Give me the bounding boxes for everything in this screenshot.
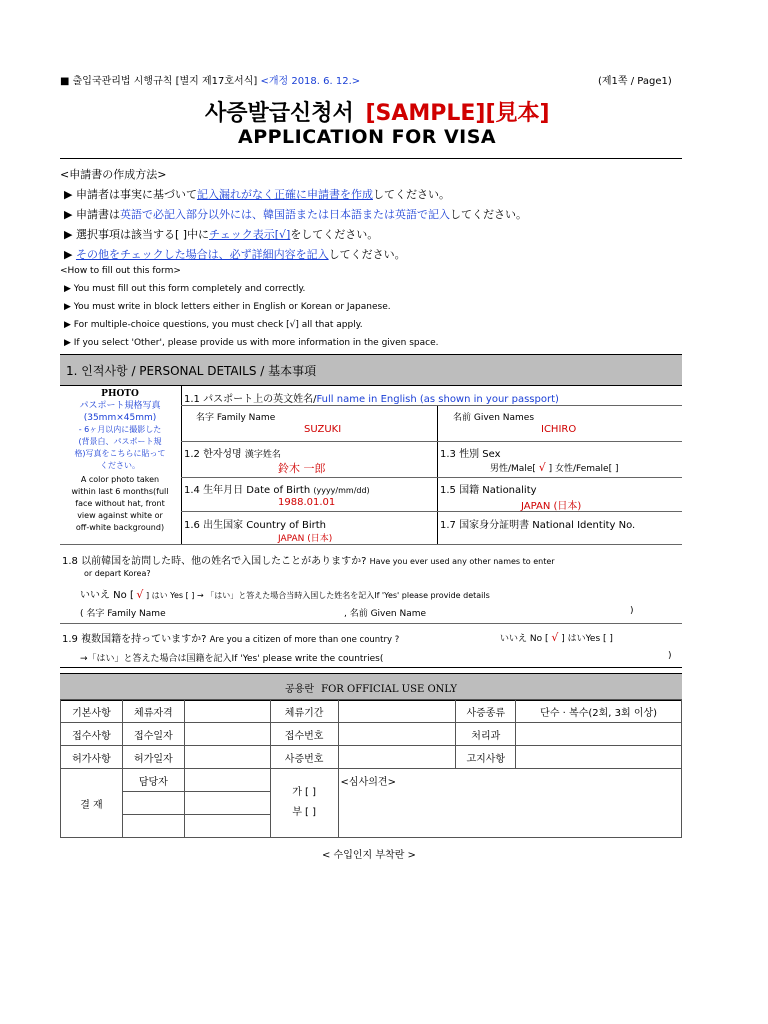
instruction-highlight: チェック表示[√] xyxy=(209,228,291,241)
grid-line xyxy=(181,441,682,442)
title-english: APPLICATION FOR VISA xyxy=(238,126,497,148)
photo-note-en: within last 6 months(full xyxy=(71,487,169,496)
table-cell[interactable] xyxy=(122,792,184,815)
instruction-highlight: 英語で必記入部分以外には、韓国語または日本語または英語で記入 xyxy=(119,208,450,221)
table-cell[interactable] xyxy=(184,815,270,838)
no-checkbox[interactable]: √ xyxy=(136,588,144,601)
instruction-jp-1 xyxy=(64,186,450,202)
other-given-name-label: , 名前 Given Name xyxy=(344,609,427,619)
female-checkbox[interactable]: ] 女性/Female[ ] xyxy=(548,464,619,474)
table-cell[interactable] xyxy=(122,815,184,838)
table-cell[interactable] xyxy=(184,792,270,815)
table-cell[interactable] xyxy=(184,723,270,746)
form-regulation xyxy=(60,72,360,87)
opinion-cell[interactable] xyxy=(338,769,681,838)
field-1-8-question-cont: or depart Korea? xyxy=(84,569,151,578)
divider xyxy=(60,158,682,159)
page-number: (제1쪽 / Page1) xyxy=(598,76,672,87)
instruction-en-2: ▶ You must write in block letters either in English or Korean or Japanese. xyxy=(64,302,391,312)
instruction-text: ▶ 選択事項は該当する[ ]中に xyxy=(64,228,210,241)
label-text-en: Full name in English (as shown in your passport) xyxy=(316,394,559,405)
grid-line xyxy=(437,406,438,544)
field-1-5-label: 1.5 国籍 Nationality xyxy=(440,485,537,496)
field-1-4-label xyxy=(184,481,370,496)
decision-cell xyxy=(270,769,338,838)
photo-title: PHOTO xyxy=(101,389,139,399)
field-1-7-label: 1.7 国家身分証明書 National Identity No. xyxy=(440,520,636,531)
field-1-8-other-name xyxy=(80,606,166,619)
grid-line xyxy=(181,477,682,478)
reject-checkbox[interactable]: 부 [ ] xyxy=(292,807,317,818)
table-cell: 사증번호 xyxy=(270,746,338,769)
field-1-9-question xyxy=(62,630,399,645)
approve-checkbox[interactable]: 가 [ ] xyxy=(292,787,317,798)
photo-note: - 6ヶ月以内に撮影した xyxy=(78,425,162,434)
photo-note-en: face without hat, front xyxy=(75,499,165,508)
no-option-label: いいえ No [ xyxy=(80,590,134,601)
field-1-8-options xyxy=(80,586,490,601)
instruction-text: ▶ xyxy=(64,248,76,261)
title-sample: [SAMPLE][見本] xyxy=(365,101,550,126)
table-cell[interactable] xyxy=(516,723,682,746)
field-1-9-countries-label: →「はい」と答えた場合は国籍を記入If 'Yes' please write the countries( xyxy=(80,654,384,664)
instruction-text: してください。 xyxy=(328,248,406,261)
table-cell: 접수번호 xyxy=(270,723,338,746)
kanji-name-field[interactable]: 鈴木 一郎 xyxy=(278,462,326,475)
question-en: Have you ever used any other names to enter xyxy=(369,557,555,566)
male-option-label: 男性/Male[ xyxy=(490,464,536,474)
field-1-1-label xyxy=(184,390,559,405)
official-title-kr: 공용란 xyxy=(285,684,314,695)
table-cell: 접수일자 xyxy=(122,723,184,746)
table-cell: 체류기간 xyxy=(270,700,338,723)
table-cell[interactable] xyxy=(184,746,270,769)
revision-date: <개정 2018. 6. 12.> xyxy=(260,76,361,87)
table-cell: 기본사항 xyxy=(61,700,123,723)
yes-checkbox[interactable]: ] はい Yes [ ] → 「はい」と答えた場合当時入国した姓名を記入If 'Yes' please provide details xyxy=(145,591,490,600)
country-of-birth-field[interactable]: JAPAN (日本) xyxy=(278,534,333,544)
field-1-9-countries-close: ) xyxy=(668,651,672,661)
instruction-text: してください。 xyxy=(449,208,527,221)
official-title-en: FOR OFFICIAL USE ONLY xyxy=(321,684,457,695)
male-checkbox[interactable]: √ xyxy=(538,461,546,474)
grid-line xyxy=(181,386,182,544)
question-jp: 1.8 以前韓国を訪問した時、他の姓名で入国したことがありますか? xyxy=(62,556,367,567)
official-use-header xyxy=(60,673,682,701)
grid-line xyxy=(60,623,682,624)
instruction-text: してください。 xyxy=(372,188,450,201)
sex-options xyxy=(490,461,618,474)
manager-cell: 담당자 xyxy=(122,769,184,792)
photo-note-en: A color photo taken xyxy=(80,475,160,484)
table-row xyxy=(61,746,682,769)
table-row xyxy=(61,769,682,792)
table-cell[interactable] xyxy=(338,723,456,746)
instruction-text: ▶ 申請書は xyxy=(64,208,120,221)
photo-note-en: off-white background) xyxy=(75,523,165,532)
photo-note: 格)写真をこちらに貼って xyxy=(74,449,166,458)
instruction-jp-4 xyxy=(64,246,406,262)
grid-line xyxy=(60,667,682,668)
family-name-field[interactable]: SUZUKI xyxy=(304,424,342,435)
table-cell: 허가일자 xyxy=(122,746,184,769)
approval-cell: 결 재 xyxy=(61,769,123,838)
table-cell[interactable] xyxy=(184,700,270,723)
family-name-label: 名字 Family Name xyxy=(196,413,276,423)
section-personal-details-header xyxy=(60,354,682,386)
label-text: 1.1 パスポート上の英文姓名/ xyxy=(184,394,317,405)
grid-line xyxy=(181,511,682,512)
instruction-text: をしてください。 xyxy=(290,228,379,241)
label-text: 1.2 한자성명 xyxy=(184,449,242,460)
instruction-en-1: ▶ You must fill out this form completely and correctly. xyxy=(64,284,306,294)
label-text: 1.4 生年月日 Date of Birth xyxy=(184,485,311,496)
other-family-name-label: ( 名字 Family Name xyxy=(80,609,166,619)
table-cell: 고지사항 xyxy=(456,746,516,769)
title-korean: 사증발급신청서 xyxy=(205,101,354,126)
date-of-birth-field[interactable]: 1988.01.01 xyxy=(278,497,336,508)
instruction-en-3: ▶ For multiple-choice questions, you must check [√] all that apply. xyxy=(64,320,363,330)
table-row xyxy=(61,700,682,723)
field-1-6-label: 1.6 出生国家 Country of Birth xyxy=(184,520,326,531)
field-1-2-label xyxy=(184,445,281,460)
page-title xyxy=(205,96,550,127)
table-cell: 사증종류 xyxy=(456,700,516,723)
instruction-highlight: 記入漏れがなく正確に申請書を作成 xyxy=(196,188,373,201)
field-1-3-label: 1.3 性別 Sex xyxy=(440,449,501,460)
table-cell[interactable] xyxy=(338,700,456,723)
given-name-field[interactable]: ICHIRO xyxy=(541,424,577,435)
question-jp: 1.9 複数国籍を持っていますか? xyxy=(62,634,207,645)
photo-size: (35mm×45mm) xyxy=(83,413,157,423)
table-row xyxy=(61,723,682,746)
given-name-label: 名前 Given Names xyxy=(453,413,535,423)
photo-spec: パスポート規格写真 xyxy=(79,401,161,411)
table-cell[interactable] xyxy=(184,769,270,792)
national-id-field[interactable] xyxy=(440,531,680,543)
table-cell: 허가사항 xyxy=(61,746,123,769)
photo-area[interactable] xyxy=(60,388,180,534)
opinion-label: <심사의견> xyxy=(340,777,396,788)
table-cell: 단수 · 복수(2회, 3회 이상) xyxy=(516,700,682,723)
instruction-en-4: ▶ If you select 'Other', please provide us with more information in the given space. xyxy=(64,338,439,348)
table-cell: 처리과 xyxy=(456,723,516,746)
nationality-field[interactable]: JAPAN (日本) xyxy=(521,501,582,512)
instruction-highlight: その他をチェックした場合は、必ず詳細内容を記入 xyxy=(75,248,329,261)
section-title: 1. 인적사항 / PERSONAL DETAILS / 基本事項 xyxy=(66,364,317,378)
stamp-area-label: < 수입인지 부착란 > xyxy=(322,850,416,861)
form-regulation-text: ■ 출입국관리법 시행규칙 [별지 제17호서식] xyxy=(60,76,258,87)
instruction-jp-2 xyxy=(64,206,527,222)
table-cell: 체류자격 xyxy=(122,700,184,723)
photo-note-en: view against white or xyxy=(77,511,163,520)
instructions-jp-heading: <申請書の作成方法> xyxy=(60,168,167,181)
table-cell: 접수사항 xyxy=(61,723,123,746)
photo-note: (背景白、パスポート規 xyxy=(78,437,162,446)
label-text-jp: 漢字姓名 xyxy=(244,450,281,460)
field-1-9-options xyxy=(500,631,613,644)
field-1-8-question xyxy=(62,552,555,567)
date-format-hint: (yyyy/mm/dd) xyxy=(313,486,370,495)
instruction-jp-3 xyxy=(64,226,378,242)
other-name-close: ) xyxy=(630,606,634,616)
no-option-label: いいえ No [ xyxy=(500,634,549,644)
table-cell[interactable] xyxy=(516,746,682,769)
grid-line xyxy=(181,405,682,406)
official-use-title xyxy=(60,680,682,695)
official-use-table xyxy=(60,699,682,838)
no-checkbox[interactable]: √ xyxy=(551,631,559,644)
photo-note: ください。 xyxy=(100,461,140,470)
instructions-en-heading: <How to fill out this form> xyxy=(60,266,181,276)
yes-checkbox[interactable]: ] はいYes [ ] xyxy=(561,634,613,644)
question-en: Are you a citizen of more than one country ? xyxy=(209,635,400,645)
grid-line xyxy=(60,544,682,545)
table-cell[interactable] xyxy=(338,746,456,769)
instruction-text: ▶ 申請者は事実に基づいて xyxy=(64,188,197,201)
